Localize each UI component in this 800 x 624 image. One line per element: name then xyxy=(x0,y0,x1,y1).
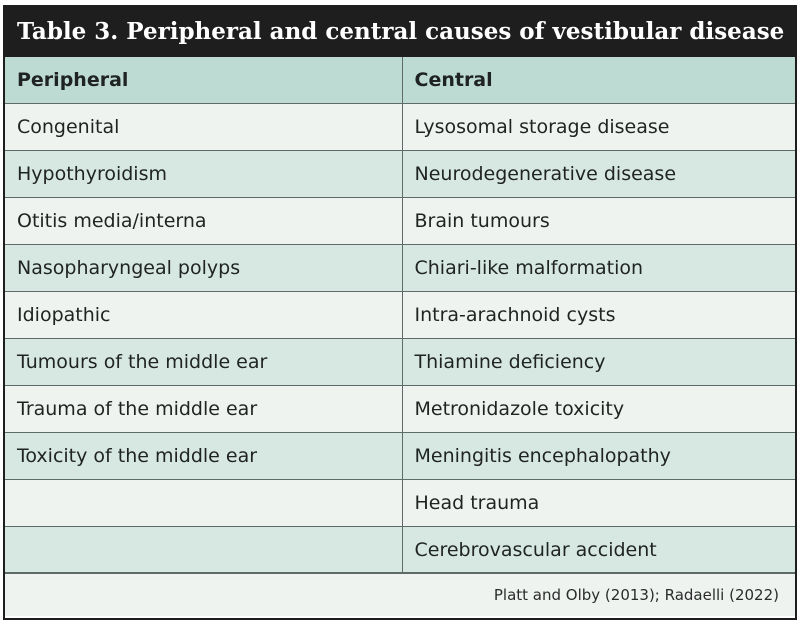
peripheral-cell: Hypothyroidism xyxy=(5,151,402,198)
central-cell: Chiari-like malformation xyxy=(402,245,795,292)
table-row xyxy=(5,198,795,245)
table-card xyxy=(3,5,797,620)
table-row xyxy=(5,104,795,151)
central-cell: Lysosomal storage disease xyxy=(402,104,795,151)
central-cell: Brain tumours xyxy=(402,198,795,245)
table-header-row xyxy=(5,57,795,104)
column-header-central: Central xyxy=(402,57,795,104)
central-cell: Meningitis encephalopathy xyxy=(402,433,795,480)
central-cell: Cerebrovascular accident xyxy=(402,527,795,573)
peripheral-cell xyxy=(5,480,402,527)
peripheral-cell: Idiopathic xyxy=(5,292,402,339)
causes-table xyxy=(5,57,795,573)
peripheral-cell: Otitis media/interna xyxy=(5,198,402,245)
peripheral-cell: Tumours of the middle ear xyxy=(5,339,402,386)
central-cell: Metronidazole toxicity xyxy=(402,386,795,433)
table-row xyxy=(5,292,795,339)
central-cell: Head trauma xyxy=(402,480,795,527)
table-row xyxy=(5,151,795,198)
table-row xyxy=(5,339,795,386)
table-row xyxy=(5,480,795,527)
table-title: Table 3. Peripheral and central causes of vestibular disease xyxy=(5,7,795,57)
table-row xyxy=(5,386,795,433)
source-citation: Platt and Olby (2013); Radaelli (2022) xyxy=(5,573,795,616)
peripheral-cell xyxy=(5,527,402,573)
central-cell: Thiamine deficiency xyxy=(402,339,795,386)
peripheral-cell: Trauma of the middle ear xyxy=(5,386,402,433)
peripheral-cell: Congenital xyxy=(5,104,402,151)
peripheral-cell: Nasopharyngeal polyps xyxy=(5,245,402,292)
table-row xyxy=(5,245,795,292)
peripheral-cell: Toxicity of the middle ear xyxy=(5,433,402,480)
table-row xyxy=(5,527,795,573)
central-cell: Neurodegenerative disease xyxy=(402,151,795,198)
central-cell: Intra-arachnoid cysts xyxy=(402,292,795,339)
column-header-peripheral: Peripheral xyxy=(5,57,402,104)
table-row xyxy=(5,433,795,480)
